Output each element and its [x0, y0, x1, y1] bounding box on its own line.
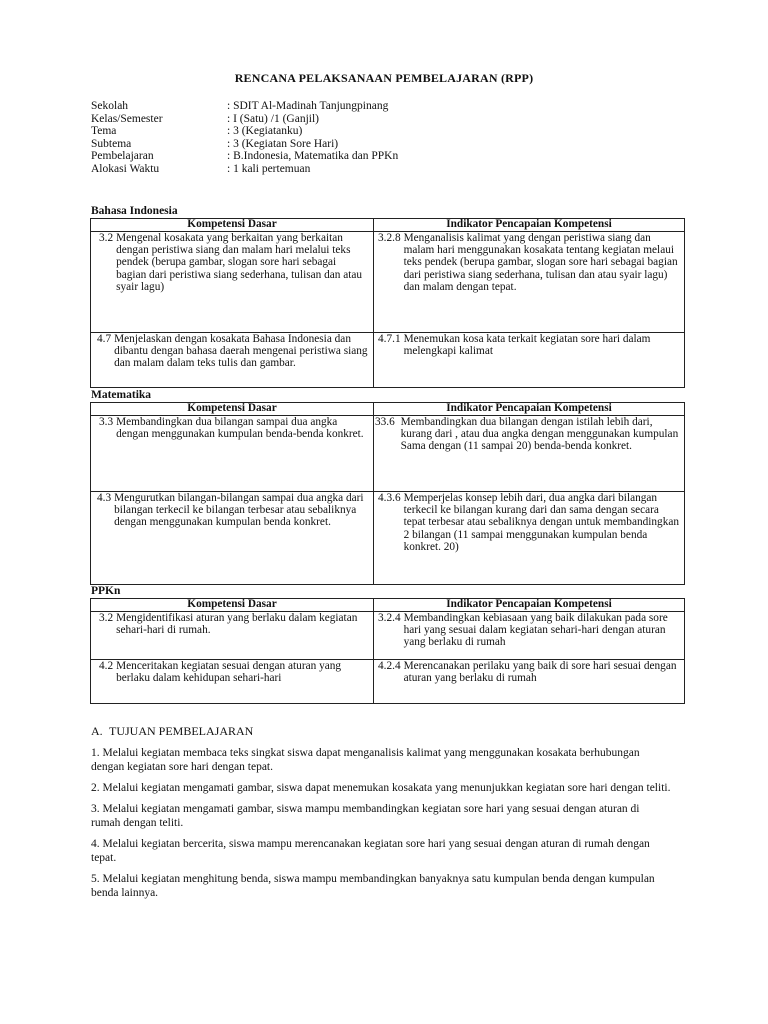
info-label: Tema	[91, 125, 117, 138]
ipk-cell	[374, 491, 685, 584]
learning-objectives-list	[91, 746, 671, 907]
info-label: Alokasi Waktu	[91, 162, 160, 175]
info-value: : 1 kali pertemuan	[227, 162, 311, 175]
info-label: Sekolah	[91, 100, 129, 112]
info-row-kelas	[91, 113, 398, 126]
info-row-subtema	[91, 138, 398, 151]
subject-label-matematika: Matematika	[91, 389, 152, 401]
info-row-alokasi-waktu	[91, 163, 398, 176]
kd-cell	[91, 491, 374, 584]
kd-number: 4.3	[97, 491, 112, 504]
kd-text: Mengurutkan bilangan-bilangan sampai dua angka dari bilangan terkecil ke bilangan terbesar atau sebaliknya dengan menggunakan kumpulan benda konkret.	[114, 491, 364, 529]
section-letter: A.	[91, 724, 103, 738]
ipk-number: 3.2.8	[378, 231, 401, 244]
ipk-text: Merencanakan perilaku yang baik di sore hari sesuai dengan aturan yang berlaku di rumah	[403, 659, 677, 684]
ipk-number: 4.2.4	[378, 659, 401, 672]
ipk-cell	[374, 332, 685, 387]
table-row	[91, 659, 685, 703]
ipk-text: Menemukan kosa kata terkait kegiatan sore hari dalam melengkapi kalimat	[403, 332, 651, 357]
ipk-cell	[374, 659, 685, 703]
ipk-text: Membandingkan kebiasaan yang baik dilakukan pada sore hari yang sesuai dalam kegiatan sehari-hari dengan aturan yang berlaku di rumah	[403, 611, 668, 649]
ipk-cell	[374, 231, 685, 332]
kd-cell	[91, 231, 374, 332]
kd-number: 4.7	[97, 332, 112, 345]
competency-table-matematika	[90, 402, 685, 585]
table-row	[91, 415, 685, 491]
list-item: 3. Melalui kegiatan mengamati gambar, siswa mampu membandingkan kegiatan sore hari yang sesuai dengan aturan di rumah dengan teliti.	[91, 803, 640, 829]
subject-label-bahasa-indonesia: Bahasa Indonesia	[91, 205, 178, 217]
info-label: Pembelajaran	[91, 150, 154, 163]
ipk-cell	[374, 611, 685, 659]
competency-table-ppkn	[90, 598, 685, 704]
column-header-kd: Kompetensi Dasar	[91, 403, 374, 416]
table-header-row	[91, 599, 685, 612]
info-label: Kelas/Semester	[91, 112, 163, 125]
ipk-number: 4.7.1	[378, 332, 401, 345]
kd-number: 4.2	[99, 659, 114, 672]
section-heading-tujuan	[91, 725, 253, 738]
table-row	[91, 332, 685, 387]
kd-cell	[91, 415, 374, 491]
info-row-pembelajaran	[91, 150, 398, 163]
ipk-number: 4.3.6	[378, 491, 401, 504]
list-item: 4. Melalui kegiatan bercerita, siswa mampu merencanakan kegiatan sore hari yang sesuai dengan aturan di rumah dengan tepat.	[91, 838, 650, 864]
competency-table-bahasa-indonesia	[90, 218, 685, 388]
info-row-sekolah	[91, 100, 398, 113]
ipk-text: Membandingkan dua bilangan dengan istilah lebih dari, kurang dari , atau dua angka dengan menggunakan kumpulan Sama dengan (11 sampai 20) benda-benda konkret.	[400, 415, 679, 453]
info-row-tema	[91, 125, 398, 138]
info-value: : SDIT Al-Madinah Tanjungpinang	[227, 100, 389, 112]
kd-number: 3.2	[99, 611, 114, 624]
info-value: : 3 (Kegiatanku)	[227, 125, 303, 138]
info-value: : I (Satu) /1 (Ganjil)	[227, 112, 319, 125]
section-title: TUJUAN PEMBELAJARAN	[109, 724, 254, 738]
kd-number: 3.3	[99, 415, 114, 428]
info-label: Subtema	[91, 137, 132, 150]
list-item: 2. Melalui kegiatan mengamati gambar, siswa dapat menemukan kosakata yang menunjukkan kegiatan sore hari dengan teliti.	[91, 782, 671, 794]
info-value: : B.Indonesia, Matematika dan PPKn	[227, 150, 399, 163]
kd-cell	[91, 611, 374, 659]
ipk-number: 3.2.4	[378, 611, 401, 624]
kd-text: Mengidentifikasi aturan yang berlaku dalam kegiatan sehari-hari di rumah.	[116, 611, 358, 636]
table-row	[91, 491, 685, 584]
kd-cell	[91, 659, 374, 703]
kd-text: Membandingkan dua bilangan sampai dua angka dengan menggunakan kumpulan benda-benda konkret.	[116, 415, 364, 440]
table-row	[91, 611, 685, 659]
column-header-ipk: Indikator Pencapaian Kompetensi	[374, 219, 685, 232]
ipk-cell	[374, 415, 685, 491]
kd-text: Menjelaskan dengan kosakata Bahasa Indonesia dan dibantu dengan bahasa daerah mengenai peristiwa siang dan malam dalam teks tulis dan gambar.	[114, 332, 368, 370]
document-title: RENCANA PELAKSANAAN PEMBELAJARAN (RPP)	[234, 71, 534, 85]
table-header-row	[91, 219, 685, 232]
identity-block	[91, 100, 398, 176]
table-header-row	[91, 403, 685, 416]
list-item: 5. Melalui kegiatan menghitung benda, siswa mampu membandingkan banyaknya satu kumpulan benda dengan kumpulan benda lainnya.	[91, 873, 655, 899]
column-header-ipk: Indikator Pencapaian Kompetensi	[374, 599, 685, 612]
column-header-ipk: Indikator Pencapaian Kompetensi	[374, 403, 685, 416]
table-row	[91, 231, 685, 332]
kd-text: Mengenal kosakata yang berkaitan yang berkaitan dengan peristiwa siang dan malam hari melalui teks pendek (berupa gambar, slogan sore hari sebagai bagian dari peristiwa siang sederhana, tulisan dan atau syair lagu)	[116, 231, 363, 294]
column-header-kd: Kompetensi Dasar	[91, 219, 374, 232]
kd-text: Menceritakan kegiatan sesuai dengan aturan yang berlaku dalam kehidupan sehari-hari	[116, 659, 342, 684]
kd-number: 3.2	[99, 231, 114, 244]
ipk-text: Menganalisis kalimat yang dengan peristiwa siang dan malam hari menggunakan kosakata tentang kegiatan melaui teks pendek (berupa gambar, slogan sore hari sebagai bagian dari peristiwa siang sederhana, tulisan dan atau syair lagu) dan malam dengan tepat.	[403, 231, 678, 294]
ipk-number: 33.6	[375, 415, 398, 428]
subject-label-ppkn: PPKn	[91, 585, 121, 597]
info-value: : 3 (Kegiatan Sore Hari)	[227, 137, 339, 150]
column-header-kd: Kompetensi Dasar	[91, 599, 374, 612]
list-item: 1. Melalui kegiatan membaca teks singkat siswa dapat menganalisis kalimat yang menggunakan kosakata berhubungan dengan kegiatan sore hari dengan tepat.	[91, 747, 640, 773]
kd-cell	[91, 332, 374, 387]
ipk-text: Memperjelas konsep lebih dari, dua angka dari bilangan terkecil ke bilangan kurang dari dan sama dengan secara tepat terbesar atau sebaliknya dengan untuk membandingkan 2 bilangan (11 sampai menggunakan kumpulan benda konkret. 20)	[403, 491, 680, 554]
